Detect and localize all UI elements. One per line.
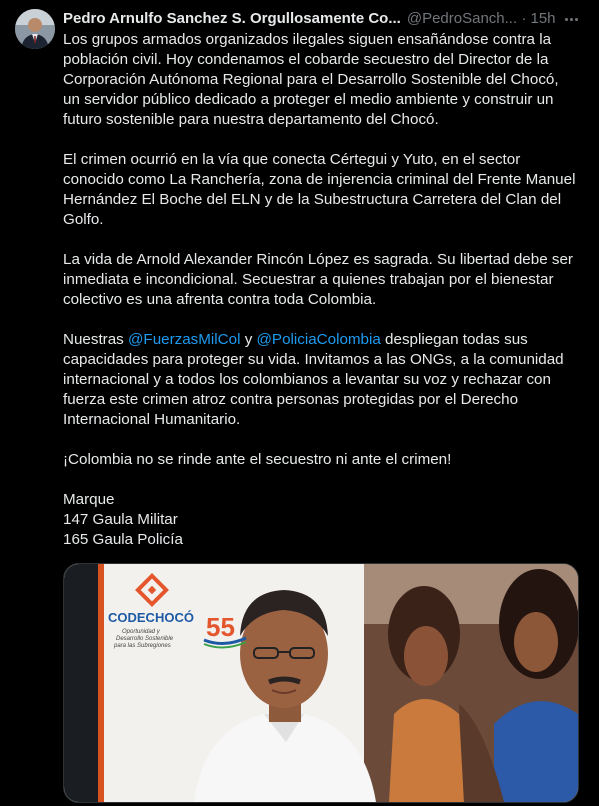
media-photo [64,564,578,802]
tweet-media-image[interactable] [63,563,579,803]
tweet-header [63,9,583,29]
text-segment: despliegan todas sus capacidades para proteger su vida. Invitamos a las ONGs, a la comunidad internacional y a todos los colombianos a levantar su voz y rechazar con fuerza este crimen atroz contra personas protegidas por el Derecho Internacional Humanitario. [63,331,564,428]
tweet-paragraph: La vida de Arnold Alexander Rincón López es sagrada. Su libertad debe ser inmediata e incondicional. Secuestrar a quienes trabajan por el bienestar colectivo es una afrenta contra toda Colombia. [63,251,573,308]
logo-tagline: Oportunidad y [122,629,160,635]
tweet-paragraph: ¡Colombia no se rinde ante el secuestro ni ante el crimen! [63,451,452,468]
mention-policiacolombia[interactable]: @PoliciaColombia [256,331,381,348]
more-options-icon[interactable] [561,9,581,29]
text-segment: y [240,331,257,348]
author-avatar[interactable] [15,9,55,49]
anniversary-number: 55 [206,612,235,642]
text-line: 165 Gaula Policía [63,531,183,548]
tweet-paragraph: Los grupos armados organizados ilegales siguen ensañándose contra la población civil. Hoy condenamos el cobarde secuestro del Director de la Corporación Autónoma Regional para el Desarrollo Sostenible del Chocó, un servidor público dedicado a proteger el medio ambiente y construir un futuro sostenible para nuestra departamento del Chocó. [63,31,559,128]
tweet-paragraph [63,330,579,430]
text-segment: Nuestras [63,331,128,348]
logo-name: CODECHOCÓ [108,610,194,625]
text-line: 147 Gaula Militar [63,511,178,528]
tweet-timestamp[interactable]: 15h [530,10,556,27]
text-line: Marque [63,491,115,508]
logo-tagline: para las Subregiones [114,643,171,649]
logo-tagline: Desarrollo Sostenible [116,636,174,642]
mention-fuerzasmilcol[interactable]: @FuerzasMilCol [128,331,241,348]
tweet-paragraph [63,490,579,550]
time-separator: · [521,10,527,27]
author-name[interactable]: Pedro Arnulfo Sanchez S. Orgullosamente Co... [63,10,401,27]
tweet-paragraph: El crimen ocurrió en la vía que conecta Cértegui y Yuto, en el sector conocido como La Ranchería, zona de injerencia criminal del Frente Manuel Hernández El Boche del ELN y de la Subestructura Carretera del Clan del Golfo. [63,151,576,228]
author-handle[interactable]: @PedroSanch... [406,10,518,27]
tweet-text [63,30,579,550]
avatar-photo [15,9,55,49]
